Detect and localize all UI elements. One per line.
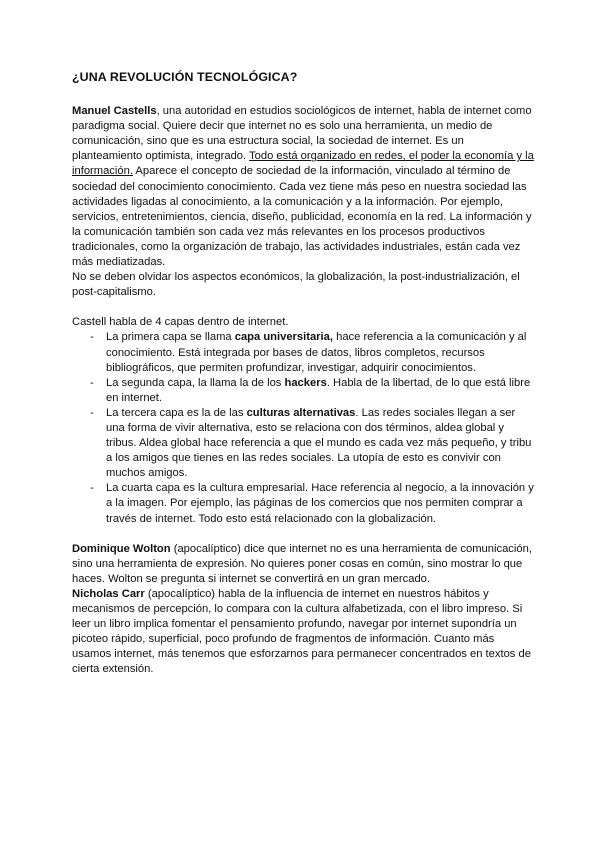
spacer <box>72 527 536 542</box>
layers-heading: Castell habla de 4 capas dentro de internet. <box>72 316 289 329</box>
paragraph-text: Aparece el concepto de sociedad de la información, vinculado al término de sociedad del conocimiento conocimiento. Cada vez tiene más peso en nuestra sociedad las actividades ligadas al conocimiento, a la comunicación y a la información. Por ejemplo, servicios, entretenimientos, ciencia, diseño, publicidad, economía en la red. La información y la comunicación también son cada vez más relevantes en los procesos productivos tradicionales, como la organización de trabajo, las actividades industriales, están cada vez más mediatizadas. <box>72 165 532 269</box>
document-body <box>72 70 536 677</box>
layers-list <box>72 330 536 526</box>
page-title: ¿UNA REVOLUCIÓN TECNOLÓGICA? <box>72 70 298 84</box>
bullet-dash: - <box>90 406 94 419</box>
underlined-statement: Todo está organizado en redes, el poder la economía y la información. <box>72 150 534 178</box>
list-item-text: . Habla de la libertad, de lo que está libre en internet. <box>106 376 531 404</box>
paragraph-text: (apocalíptico) dice que internet no es una herramienta de comunicación, sino una herramienta de expresión. No quieres poner cosas en común, sino mostrar lo que haces. Wolton se pregunta si internet se convertirá en un gran mercado. <box>72 542 532 585</box>
list-item-layer-3 <box>72 406 536 481</box>
list-item-text: hace referencia a la comunicación y al conocimiento. Está integrada por bases de datos, libros completos, recursos bibliográficos, que permiten profundizar, investigar, adquirir conocimientos. <box>106 331 527 374</box>
paragraph-text: , una autoridad en estudios sociológicos de internet, habla de internet como paradigma social. Quiere decir que internet no es solo una herramienta, un medio de comunicación, sino que es una estructura social, la sociedad de internet. Es un planteamiento optimista, integrado. <box>72 105 532 163</box>
paragraph-text: (apocalíptico) habla de la influencia de internet en nuestros hábitos y mecanismos de percepción, lo compara con la cultura alfabetizada, con el libro impreso. Si leer un libro implica fomentar el pensamiento profundo, navegar por internet supondría un picoteo rápido, superficial, poco profundo de fragmentos de información. Cuanto más usamos internet, más tenemos que esforzarnos para permanecer concentrados en textos de cierta extensión. <box>72 587 531 676</box>
list-item-layer-2 <box>72 376 536 406</box>
paragraph-economic-aspects: No se deben olvidar los aspectos económicos, la globalización, la post-industrialización, el post-capitalismo. <box>72 271 520 299</box>
list-item-text: La segunda capa, la llama la de los <box>106 376 285 389</box>
list-item-text: La primera capa se llama <box>106 331 235 344</box>
paragraph-castells <box>72 104 536 270</box>
paragraph-carr <box>72 587 536 678</box>
list-item-text: La tercera capa es la de las <box>106 406 247 419</box>
author-carr: Nicholas Carr <box>72 587 145 600</box>
author-wolton: Dominique Wolton <box>72 542 171 555</box>
bullet-dash: - <box>90 331 94 344</box>
bullet-dash: - <box>90 482 94 495</box>
list-item-layer-4 <box>72 481 536 526</box>
list-item-keyword: culturas alternativas <box>246 406 356 419</box>
list-item-layer-1 <box>72 330 536 375</box>
bullet-dash: - <box>90 376 94 389</box>
list-item-text: . Las redes sociales llegan a ser una forma de vivir alternativa, esto se relaciona con dos términos, aldea global y tribus. Aldea global hace referencia a que el mundo es cada vez más pequeño, y tribu a los amigos que tienes en las redes sociales. La utopía de esto es convivir con muchos amigos. <box>106 406 532 480</box>
list-item-keyword: capa universitaria, <box>234 331 333 344</box>
list-item-text: La cuarta capa es la cultura empresarial. Hace referencia al negocio, a la innovación y a la imagen. Por ejemplo, las páginas de los comercios que nos permiten comprar a través de internet. Todo esto está relacionado con la globalización. <box>106 482 534 525</box>
paragraph-wolton <box>72 542 536 587</box>
spacer <box>72 300 536 315</box>
author-castells: Manuel Castells <box>72 105 157 118</box>
list-item-keyword: hackers <box>284 376 327 389</box>
